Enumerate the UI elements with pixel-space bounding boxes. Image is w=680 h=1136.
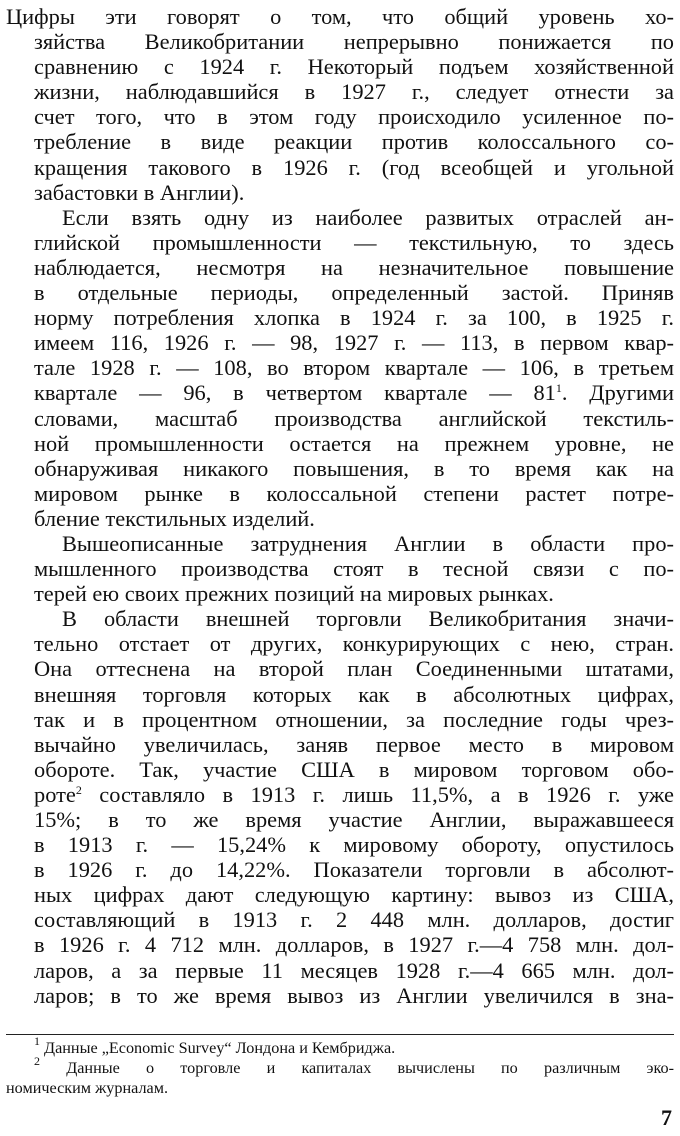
text-line: ной промышленности остается на прежнем уровне, не bbox=[34, 430, 674, 456]
text-line: зяйства Великобритании непрерывно понижается по bbox=[34, 29, 674, 55]
text-line: ларов; в то же время вывоз из Англии увеличился в зна- bbox=[34, 982, 674, 1008]
text-line: в 1913 г. — 15,24% к мировому обороту, опустилось bbox=[34, 832, 674, 858]
text-line: так и в процентном отношении, за последние годы чрез- bbox=[34, 706, 674, 732]
text-line: счет того, что в этом году происходило усиленное по- bbox=[34, 104, 674, 130]
text-line: наблюдается, несмотря на незначительное повышение bbox=[34, 254, 674, 280]
page-body bbox=[6, 4, 674, 1008]
text-line: в 1926 г. 4 712 млн. долларов, в 1927 г.—4 758 млн. дол- bbox=[34, 932, 674, 958]
text-line: бление текстильных изделий. bbox=[34, 505, 315, 531]
text-line: обороте. Так, участие США в мировом торговом обо- bbox=[34, 756, 674, 782]
text-line: Она оттеснена на второй план Соединенными штатами, bbox=[34, 656, 674, 682]
text-line: В области внешней торговли Великобритания значи- bbox=[62, 606, 674, 632]
footnote-marker: 1 bbox=[34, 1034, 40, 1048]
text-line: требление в виде реакции против колоссального со- bbox=[34, 129, 674, 155]
text-line: тале 1928 г. — 108, во втором квартале — 106, в третьем bbox=[34, 355, 674, 381]
text-line: в 1926 г. до 14,22%. Показатели торговли в абсолют- bbox=[34, 857, 674, 883]
text-line: Вышеописанные затруднения Англии в области про- bbox=[62, 530, 674, 556]
paragraph-4 bbox=[6, 606, 674, 1008]
text-segment: составляло в 1913 г. лишь 11,5%, а в 1926 г. уже bbox=[81, 781, 674, 807]
text-line: внешняя торговля которых как в абсолютных цифрах, bbox=[34, 681, 674, 707]
text-line: сравнению с 1924 г. Некоторый подъем хозяйственной bbox=[34, 54, 674, 80]
paragraph-1 bbox=[6, 4, 674, 205]
paragraph-2 bbox=[6, 205, 674, 531]
text-segment: квартале — 96, в четвертом квартале — 81 bbox=[34, 380, 556, 406]
footnote-ref: 2 bbox=[75, 782, 82, 797]
text-line: Цифры эти говорят о том, что общий уровень хо- bbox=[6, 4, 674, 29]
footnote-2 bbox=[6, 1054, 674, 1078]
text-line: Если взять одну из наиболее развитых отраслей ан- bbox=[62, 204, 674, 230]
footnote-divider bbox=[6, 1034, 674, 1035]
text-line: мировом рынке в колоссальной степени растет потре- bbox=[34, 480, 674, 506]
text-line: ларов, а за первые 11 месяцев 1928 г.—4 665 млн. дол- bbox=[34, 957, 674, 983]
footnote-2-continuation: номическим журналам. bbox=[6, 1079, 169, 1097]
paragraph-3 bbox=[6, 531, 674, 606]
text-line: обнаруживая никакого повышения, в то время как на bbox=[34, 455, 674, 481]
text-line: жизни, наблюдавшийся в 1927 г., следует отнести за bbox=[34, 79, 674, 105]
text-line: словами, масштаб производства английской текстиль- bbox=[34, 405, 674, 431]
footnotes bbox=[6, 1034, 674, 1098]
text-line: кращения такового в 1926 г. (год всеобщей и угольной bbox=[34, 154, 674, 180]
footnote-marker: 2 bbox=[34, 1054, 40, 1068]
main-text bbox=[6, 4, 674, 1008]
text-line: в отдельные периоды, определенный застой. Приняв bbox=[34, 280, 674, 306]
text-line: 15%; в то же время участие Англии, выражавшееся bbox=[34, 807, 674, 832]
text-line: имеем 116, 1926 г. — 98, 1927 г. — 113, в первом квар- bbox=[34, 330, 674, 356]
footnote-1 bbox=[6, 1034, 674, 1058]
text-line: ных цифрах дают следующую картину: вывоз из США, bbox=[34, 882, 674, 908]
page-number: 7 bbox=[661, 1105, 672, 1130]
text-line-with-footnote bbox=[6, 782, 674, 807]
text-line-with-footnote bbox=[6, 380, 674, 405]
text-segment: роте bbox=[34, 781, 76, 807]
text-line: терей ею своих прежних позиций на мировых рынках. bbox=[34, 581, 554, 607]
footnote-text: Данные о торговле и капиталах вычислены по различным эко- bbox=[66, 1059, 674, 1077]
text-line: глийской промышленности — текстильную, то здесь bbox=[34, 229, 674, 255]
text-line: тельно отстает от других, конкурирующих с нею, стран. bbox=[34, 631, 674, 657]
text-line: составляющий в 1913 г. 2 448 млн. долларов, достиг bbox=[34, 907, 674, 933]
text-line: забастовки в Англии). bbox=[34, 179, 245, 205]
text-line: норму потребления хлопка в 1924 г. за 100, в 1925 г. bbox=[34, 305, 674, 331]
footnote-text: Данные „Economic Survey“ Лондона и Кембриджа. bbox=[44, 1039, 396, 1057]
text-line: мышленного производства стоят в тесной связи с по- bbox=[34, 556, 674, 582]
text-segment: . Другими bbox=[561, 380, 674, 406]
text-line: вычайно увеличилась, заняв первое место в мировом bbox=[34, 731, 674, 757]
footnote-ref: 1 bbox=[555, 381, 562, 396]
